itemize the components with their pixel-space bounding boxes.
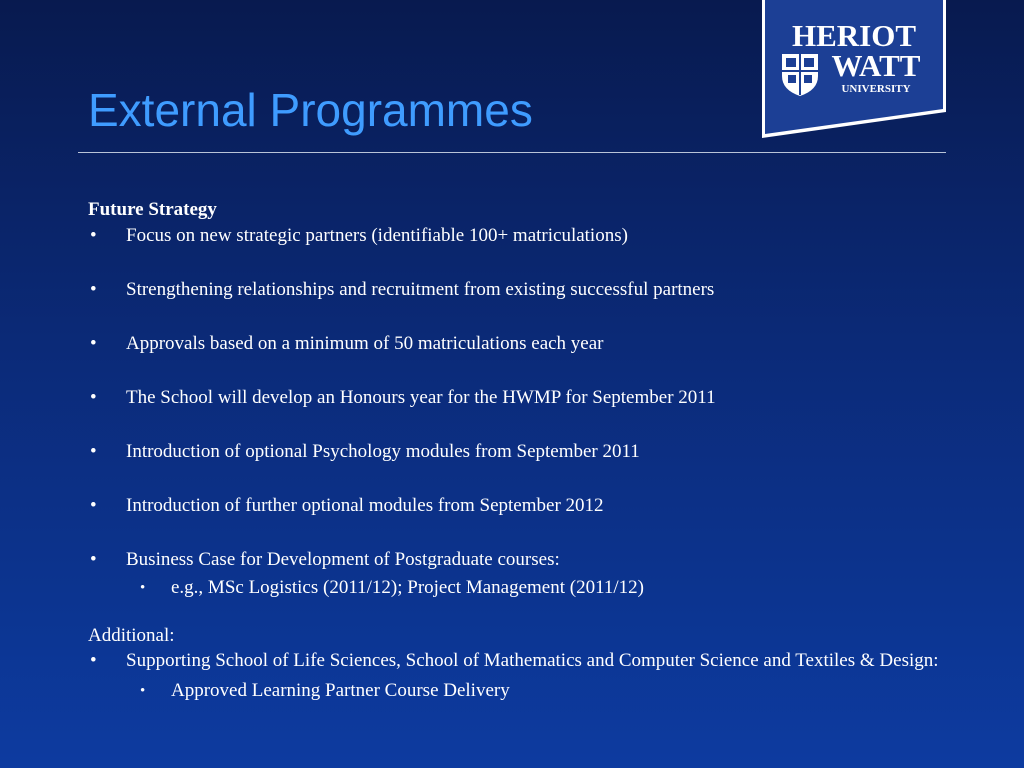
- bullet-text: Strengthening relationships and recruitment from existing successful partners: [126, 279, 715, 300]
- logo-graphic: [760, 0, 946, 138]
- additional-heading: Additional:: [88, 625, 175, 646]
- slide-title: External Programmes: [88, 84, 533, 136]
- sub-bullet-text: Approved Learning Partner Course Delivery: [171, 680, 510, 701]
- bullet-text: Business Case for Development of Postgraduate courses:: [126, 549, 560, 570]
- bullet-text: Supporting School of Life Sciences, School of Mathematics and Computer Science and Textiles & Design:: [126, 650, 939, 671]
- title-divider: [78, 152, 946, 153]
- bullet-item: [88, 224, 948, 248]
- bullet-glyph: •: [90, 387, 97, 408]
- logo-line-3: UNIVERSITY: [841, 83, 911, 95]
- bullet-text: The School will develop an Honours year for the HWMP for September 2011: [126, 387, 716, 408]
- logo-line-1: HERIOT: [791, 18, 917, 53]
- bullet-glyph: •: [90, 441, 97, 462]
- university-logo: [760, 0, 946, 138]
- logo-line-2: WATT: [831, 48, 921, 83]
- bullet-glyph: •: [90, 225, 97, 246]
- bullet-item: [88, 548, 948, 572]
- bullet-glyph: •: [90, 650, 97, 671]
- spacer: [88, 600, 948, 624]
- sub-bullet-item: [88, 576, 948, 600]
- section-heading: Future Strategy: [88, 199, 217, 220]
- bullet-item: [88, 650, 948, 671]
- sub-bullet-glyph: •: [140, 683, 146, 699]
- bullet-item: [88, 386, 948, 410]
- sub-bullet-glyph: •: [140, 580, 146, 596]
- bullet-item: [88, 278, 948, 302]
- bullet-item: [88, 440, 948, 464]
- bullet-text: Focus on new strategic partners (identifiable 100+ matriculations): [126, 225, 628, 246]
- bullet-glyph: •: [90, 495, 97, 516]
- slide-body: [88, 198, 948, 703]
- sub-bullet-text: e.g., MSc Logistics (2011/12); Project Management (2011/12): [171, 577, 644, 598]
- sub-bullet-item: [88, 679, 948, 703]
- bullet-text: Approvals based on a minimum of 50 matriculations each year: [126, 333, 604, 354]
- bullet-text: Introduction of further optional modules from September 2012: [126, 495, 604, 516]
- bullet-item: [88, 494, 948, 518]
- bullet-item: [88, 332, 948, 356]
- bullet-glyph: •: [90, 333, 97, 354]
- bullet-text: Introduction of optional Psychology modules from September 2011: [126, 441, 640, 462]
- bullet-glyph: •: [90, 549, 97, 570]
- bullet-glyph: •: [90, 279, 97, 300]
